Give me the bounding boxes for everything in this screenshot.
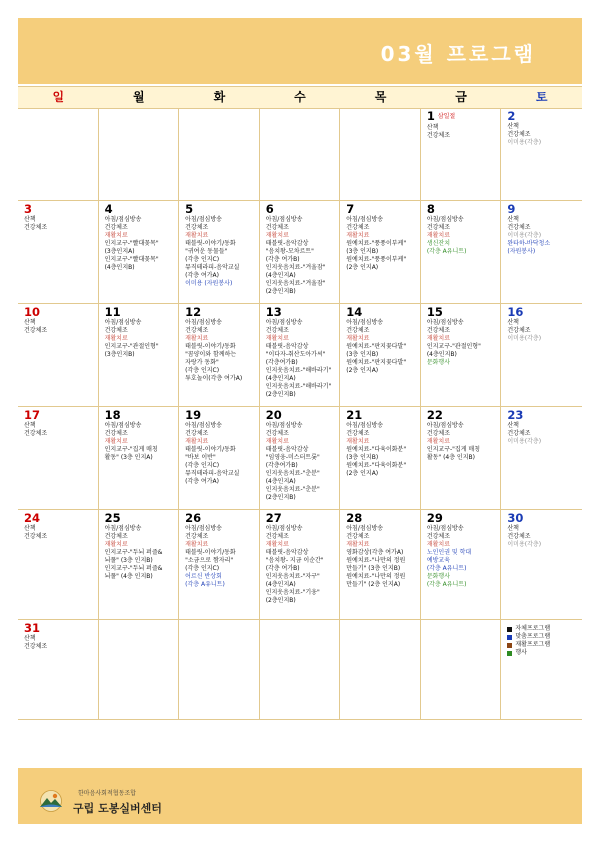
program-entry: 재활치료 — [346, 335, 370, 342]
program-entry: (3층 인지B) — [346, 248, 379, 255]
program-entry: (각층 인지C) — [185, 565, 220, 572]
program-entry: 생신잔치 — [426, 240, 450, 247]
weekday-label: 일 — [52, 90, 65, 104]
weekday-label: 토 — [535, 90, 548, 104]
program-entry: 아침/점심방송 — [346, 319, 384, 326]
day-number: 31 — [24, 621, 41, 635]
calendar-day-cell — [501, 510, 582, 619]
program-entry: 태블릿-이야기/동화 — [185, 240, 236, 247]
calendar-day-cell — [260, 201, 341, 303]
program-entry: 재활치료 — [265, 438, 289, 445]
day-number: 2 — [507, 109, 516, 123]
program-entry: 건강체조 — [104, 327, 128, 334]
program-entry: 건강체조 — [507, 224, 531, 231]
program-entry: 아침/점심방송 — [185, 216, 222, 223]
calendar-day-cell — [340, 108, 421, 200]
day-number: 3 — [24, 202, 33, 216]
program-entry: 아침/점심방송 — [426, 319, 464, 326]
program-entry: (각층 A유니트) — [426, 581, 467, 588]
calendar-day-cell — [18, 407, 99, 509]
program-entry: (각층 인지C) — [185, 256, 220, 263]
mountain-logo-icon — [36, 790, 66, 812]
program-entry: 건강체조 — [24, 430, 48, 437]
day-number: 6 — [265, 202, 274, 216]
program-entry: 재활치료 — [426, 438, 450, 445]
calendar-day-cell — [260, 108, 341, 200]
program-entry: 노인인권 및 학대 — [426, 549, 472, 556]
program-entry: (각층 인지C) — [185, 367, 220, 374]
program-entry: 아침/점심방송 — [346, 422, 384, 429]
program-entry: 원예치료-"나만의 정원 — [346, 557, 406, 564]
program-entry: 아침/점심방송 — [265, 422, 303, 429]
program-entry: 재활치료 — [185, 335, 209, 342]
program-entry: 원예치료-"풍풍이부케" — [346, 240, 407, 247]
program-entry: (각층 A유니트) — [185, 581, 225, 588]
program-entry: 재활치료 — [346, 541, 370, 548]
program-entry: (2층 인지A) — [346, 264, 379, 271]
program-entry: 산책 — [507, 422, 519, 429]
program-entry: 재활치료 — [265, 232, 289, 239]
program-entry: 아침/점심방송 — [426, 216, 464, 223]
program-entry: 아침/점심방송 — [104, 319, 142, 326]
program-entry: 인지교구-"관절인형" — [104, 343, 159, 350]
day-number: 18 — [104, 408, 121, 422]
calendar-day-cell — [18, 201, 99, 303]
program-entry: 만들기" (2층 인지A) — [346, 581, 401, 588]
program-entry: (각층 여가A) — [185, 272, 220, 279]
calendar-day-cell — [340, 510, 421, 619]
program-entry: 건강체조 — [346, 224, 370, 231]
program-entry: 아침/점심방송 — [185, 319, 222, 326]
program-entry: 인지교구-"집게 매칭 — [426, 446, 481, 453]
program-entry: 건강체조 — [24, 643, 48, 650]
day-number: 4 — [104, 202, 113, 216]
calendar-day-cell — [18, 108, 99, 200]
legend-item — [507, 633, 582, 641]
program-entry: 투호놀이(각층 여가A) — [185, 375, 243, 382]
program-entry: 재활치료 — [185, 541, 209, 548]
calendar-week-row — [18, 304, 582, 407]
program-entry: 인지교구-"두뇌 퍼즐& — [104, 565, 163, 572]
program-entry: 건강체조 — [24, 533, 48, 540]
day-number: 20 — [265, 408, 282, 422]
program-entry: 재활치료 — [426, 335, 450, 342]
program-entry: 재활치료 — [346, 438, 370, 445]
program-entry: (각층 A유니트) — [426, 248, 467, 255]
program-entry: 재활치료 — [104, 438, 128, 445]
program-entry: (각층 A유니트) — [426, 565, 467, 572]
program-entry: (2층 인지A) — [346, 470, 379, 477]
program-entry: 아침/점심방송 — [104, 525, 142, 532]
legend-swatch-icon — [507, 627, 512, 632]
program-entry: 재활치료 — [104, 232, 128, 239]
program-entry: 건강체조 — [185, 224, 209, 231]
program-entry: (3층인지B) — [104, 351, 135, 358]
program-entry: 인지웃음치료-"겨울잠" — [265, 264, 326, 271]
program-entry: 만들기" (3층 인지B) — [346, 565, 401, 572]
program-entry: 영화감상(각층 여가A) — [346, 549, 404, 556]
program-entry: 건강체조 — [265, 430, 289, 437]
calendar-day-cell — [260, 407, 341, 509]
program-entry: 뮤직테라피-음악교실 — [185, 264, 240, 271]
weekday-label: 목 — [374, 90, 387, 104]
calendar-week-row — [18, 108, 582, 201]
program-entry: 건강체조 — [185, 430, 209, 437]
day-number: 10 — [24, 305, 41, 319]
program-entry: 산책 — [24, 525, 36, 532]
program-entry: 건강체조 — [507, 430, 531, 437]
calendar-day-cell — [501, 108, 582, 200]
program-entry: (4층인지A) — [265, 581, 296, 588]
program-entry: 뮤직테라피-음악교실 — [185, 470, 240, 477]
day-number: 15 — [426, 305, 443, 319]
program-entry: 건강체조 — [185, 533, 209, 540]
calendar-day-cell — [179, 304, 260, 406]
program-entry: 재활치료 — [104, 541, 128, 548]
program-entry: 아침/점심방송 — [426, 525, 464, 532]
program-entry: 인지웃음치료-"해바라기" — [265, 383, 332, 390]
program-entry: 건강체조 — [265, 533, 289, 540]
program-entry: 산책 — [426, 123, 439, 131]
program-entry: 건강체조 — [346, 327, 370, 334]
program-entry: 건강체조 — [104, 430, 128, 437]
day-number: 23 — [507, 408, 524, 422]
weekday-label: 수 — [294, 90, 306, 104]
program-entry: (2층인지B) — [265, 288, 296, 295]
program-entry: 원예치료-"판지꽃다발" — [346, 359, 407, 366]
holiday-label: 삼일절 — [437, 112, 456, 120]
program-entry: (각층 여가B) — [265, 565, 300, 572]
program-entry: 완타하-바닥청소 — [507, 240, 551, 247]
day-number: 17 — [24, 408, 41, 422]
program-entry: 태블릿-음악감상 — [265, 549, 309, 556]
program-entry: 원예치료-"나만의 정원 — [346, 573, 406, 580]
program-entry: "꼼양이와 함께하는 — [185, 351, 237, 358]
program-entry: (3층 인지B) — [346, 351, 379, 358]
legend-label: 행사 — [515, 649, 527, 656]
program-entry: 인지교구-"두뇌 퍼즐& — [104, 549, 163, 556]
program-entry: 이미용(각층) — [507, 438, 542, 445]
calendar-day-cell — [99, 620, 180, 719]
program-entry: 산책 — [24, 216, 36, 223]
calendar-day-cell — [421, 510, 502, 619]
calendar-day-cell — [18, 510, 99, 619]
program-entry: (2층인지B) — [265, 391, 296, 398]
program-entry: 자랑가 동화" — [185, 359, 219, 366]
calendar-day-cell — [501, 201, 582, 303]
legend-label: 자체프로그램 — [515, 625, 551, 632]
calendar-day-cell — [99, 304, 180, 406]
day-number: 13 — [265, 305, 282, 319]
program-entry: (4층인지A) — [265, 375, 296, 382]
program-entry: 원예치료-"다육이화분" — [346, 462, 407, 469]
program-entry: 태블릿-이야기/동화 — [185, 549, 236, 556]
program-entry: 태블릿-이야기/동화 — [185, 343, 236, 350]
calendar-day-cell — [18, 620, 99, 719]
header-banner — [18, 18, 582, 84]
program-entry: 아침/점심방송 — [104, 216, 142, 223]
program-entry: "이다자-취산도아가씨" — [265, 351, 326, 358]
program-entry: 재활치료 — [185, 438, 209, 445]
program-entry: 이미용(각층) — [507, 335, 542, 342]
weekday-label: 화 — [213, 90, 226, 104]
weekday-label: 금 — [455, 90, 467, 104]
program-entry: 문화행사 — [426, 359, 450, 366]
program-entry: 활동" (3층 인지A) — [104, 454, 153, 461]
calendar-day-cell — [421, 201, 502, 303]
calendar-week-row — [18, 510, 582, 620]
calendar-day-cell — [501, 304, 582, 406]
program-entry: 인지교구-"빨대꽂목" — [104, 240, 159, 247]
calendar-day-cell — [421, 620, 502, 719]
calendar-grid — [18, 108, 582, 720]
program-entry: 건강체조 — [346, 533, 370, 540]
calendar-day-cell — [99, 108, 180, 200]
center-name: 구립 도봉실버센터 — [73, 802, 162, 815]
page-title: 03월 프로그램 — [380, 42, 536, 66]
footer-banner — [18, 768, 582, 824]
program-entry: 인지웃음치료-"춘분" — [265, 486, 320, 493]
program-entry: "귀여운 동물들" — [185, 248, 228, 255]
day-number: 8 — [426, 202, 435, 216]
legend-item — [507, 649, 582, 657]
day-number: 7 — [346, 202, 355, 216]
program-entry: "음치왕-모차르트" — [265, 248, 314, 255]
program-entry: 아침/점심방송 — [346, 216, 384, 223]
program-entry: 건강체조 — [507, 327, 531, 334]
day-number: 1 삼일절 — [426, 109, 456, 123]
program-entry: (4층인지A) — [265, 272, 296, 279]
program-entry: 아침/점심방송 — [265, 525, 303, 532]
calendar-day-cell — [501, 407, 582, 509]
program-entry: (각층 여가B) — [265, 256, 300, 263]
program-entry: 산책 — [24, 635, 36, 642]
program-entry: 태블릿-음악감상 — [265, 446, 309, 453]
program-entry: 재활치료 — [426, 541, 450, 548]
program-entry: 산책 — [24, 422, 36, 429]
calendar-day-cell — [501, 620, 582, 719]
program-entry: 건강체조 — [24, 224, 48, 231]
program-entry: 인지웃음치료-"춘분" — [265, 470, 320, 477]
calendar-day-cell — [99, 407, 180, 509]
calendar-day-cell — [340, 620, 421, 719]
calendar-day-cell — [179, 620, 260, 719]
program-entry: 건강체조 — [426, 131, 450, 139]
program-entry: 건강체조 — [346, 430, 370, 437]
program-entry: (3층 인지B) — [346, 454, 379, 461]
day-number: 24 — [24, 511, 41, 525]
day-number: 26 — [185, 511, 202, 525]
calendar-day-cell — [99, 510, 180, 619]
legend-swatch-icon — [507, 635, 512, 640]
program-entry: 아침/점심방송 — [426, 422, 464, 429]
program-entry: 건강체조 — [426, 430, 450, 437]
program-entry: 재활치료 — [185, 232, 209, 239]
program-entry: 문화행사 — [426, 573, 450, 580]
calendar-day-cell — [99, 201, 180, 303]
program-entry: (자원봉사) — [507, 248, 536, 255]
program-entry: 산책 — [507, 216, 519, 223]
program-entry: (각층 여가A) — [185, 478, 220, 485]
program-entry: "음치왕- 지금 이순간" — [265, 557, 324, 564]
calendar-day-cell — [179, 510, 260, 619]
weekday-label: 월 — [133, 90, 145, 104]
program-entry: (4층인지B) — [426, 351, 457, 358]
program-entry: 인지웃음치료-"기웅" — [265, 589, 320, 596]
program-entry: 재활치료 — [265, 541, 289, 548]
program-entry: "임영웅-미스터트롯" — [265, 454, 320, 461]
program-entry: 인지교구-"관절인형" — [426, 343, 481, 350]
program-entry: 산책 — [507, 525, 519, 532]
calendar-day-cell — [340, 407, 421, 509]
program-entry: (2층 인지A) — [346, 367, 379, 374]
day-number: 29 — [426, 511, 443, 525]
day-number: 14 — [346, 305, 363, 319]
day-number: 25 — [104, 511, 121, 525]
legend-label: 맞춤프로그램 — [515, 633, 551, 640]
program-entry: (4층인지A) — [265, 478, 296, 485]
program-entry: 아침/점심방송 — [346, 525, 384, 532]
program-entry: 원예치료-"풍풍이부케" — [346, 256, 407, 263]
program-entry: 건강체조 — [265, 224, 289, 231]
program-entry: 태블릿-음악감상 — [265, 240, 309, 247]
calendar-day-cell — [260, 304, 341, 406]
program-entry: 태블릿-음악감상 — [265, 343, 309, 350]
day-number: 5 — [185, 202, 194, 216]
program-entry: (2층인지B) — [265, 597, 296, 604]
day-number: 12 — [185, 305, 202, 319]
day-number: 22 — [426, 408, 443, 422]
program-entry: 뇌풀" (4층 인지B) — [104, 573, 153, 580]
calendar-day-cell — [179, 407, 260, 509]
calendar-day-cell — [179, 108, 260, 200]
program-entry: 활동" (4층 인지B) — [426, 454, 475, 461]
program-entry: 건강체조 — [426, 533, 450, 540]
calendar-week-row — [18, 620, 582, 720]
program-entry: 아침/점심방송 — [185, 525, 222, 532]
day-number: 27 — [265, 511, 282, 525]
program-entry: 건강체조 — [426, 327, 450, 334]
program-entry: 인지교구-"집게 매칭 — [104, 446, 158, 453]
program-entry: 건강체조 — [426, 224, 450, 231]
program-entry: 이미용(각층) — [507, 139, 542, 146]
day-number: 30 — [507, 511, 524, 525]
program-entry: 건강체조 — [185, 327, 209, 334]
day-number: 11 — [104, 305, 121, 319]
calendar-day-cell — [421, 304, 502, 406]
program-entry: 뇌풀" (3층 인지B) — [104, 557, 153, 564]
program-entry: 이미용(각층) — [507, 541, 542, 548]
program-entry: 아침/점심방송 — [265, 216, 303, 223]
calendar-day-cell — [260, 510, 341, 619]
calendar-week-row — [18, 201, 582, 304]
program-entry: 이미용(각층) — [507, 232, 542, 239]
program-entry: 예방교육 — [426, 557, 450, 564]
program-entry: 이미용 (자원봉사) — [185, 280, 233, 287]
program-entry: (각층 인지C) — [185, 462, 220, 469]
program-entry: "소금으로 짬자리" — [185, 557, 234, 564]
day-number: 16 — [507, 305, 524, 319]
program-entry: (각층여가B) — [265, 462, 298, 469]
program-entry: 아침/점심방송 — [185, 422, 222, 429]
program-entry: 원예치료-"판지꽃다발" — [346, 343, 407, 350]
legend — [507, 621, 582, 657]
org-name: 한마음사회적협동조합 — [78, 790, 136, 797]
day-number: 19 — [185, 408, 202, 422]
program-entry: 아침/점심방송 — [104, 422, 142, 429]
weekday-header — [18, 86, 582, 109]
calendar-day-cell — [340, 304, 421, 406]
program-entry: 재활치료 — [265, 335, 289, 342]
program-entry: (3층인지A) — [104, 248, 135, 255]
program-entry: 태블릿-이야기/동화 — [185, 446, 236, 453]
program-entry: (각층여가B) — [265, 359, 298, 366]
day-number: 28 — [346, 511, 363, 525]
program-entry: 원예치료-"다육이화분" — [346, 446, 407, 453]
program-entry: 인지웃음치료-"자구" — [265, 573, 320, 580]
program-entry: 인지교구-"빨대꽂목" — [104, 256, 159, 263]
program-entry: 산책 — [507, 123, 519, 130]
program-entry: 건강체조 — [104, 224, 128, 231]
program-entry: 산책 — [507, 319, 519, 326]
day-number: 9 — [507, 202, 516, 216]
legend-swatch-icon — [507, 643, 512, 648]
program-entry: 아침/점심방송 — [265, 319, 303, 326]
program-entry: 건강체조 — [265, 327, 289, 334]
legend-item — [507, 625, 582, 633]
program-entry: 건강체조 — [507, 131, 531, 138]
day-number: 21 — [346, 408, 363, 422]
legend-swatch-icon — [507, 651, 512, 656]
program-entry: 건강체조 — [104, 533, 128, 540]
calendar-day-cell — [421, 407, 502, 509]
calendar-day-cell — [18, 304, 99, 406]
calendar-week-row — [18, 407, 582, 510]
legend-label: 재활프로그램 — [515, 641, 551, 648]
program-entry: 재활치료 — [104, 335, 128, 342]
program-entry: 건강체조 — [507, 533, 531, 540]
program-entry: 인지웃음치료-"겨울잠" — [265, 280, 326, 287]
program-entry: 재활치료 — [346, 232, 370, 239]
calendar-day-cell — [421, 108, 502, 200]
program-entry: 인지웃음치료-"해바라기" — [265, 367, 332, 374]
program-entry: 산책 — [24, 319, 36, 326]
program-entry: "바보 이반" — [185, 454, 216, 461]
program-entry: 어르신 반상회 — [185, 573, 222, 580]
calendar-day-cell — [179, 201, 260, 303]
program-entry: (4층인지B) — [104, 264, 135, 271]
program-entry: 건강체조 — [24, 327, 48, 334]
legend-item — [507, 641, 582, 649]
program-entry: 재활치료 — [426, 232, 450, 239]
program-entry: (2층인지B) — [265, 494, 296, 501]
calendar-day-cell — [260, 620, 341, 719]
calendar-day-cell — [340, 201, 421, 303]
